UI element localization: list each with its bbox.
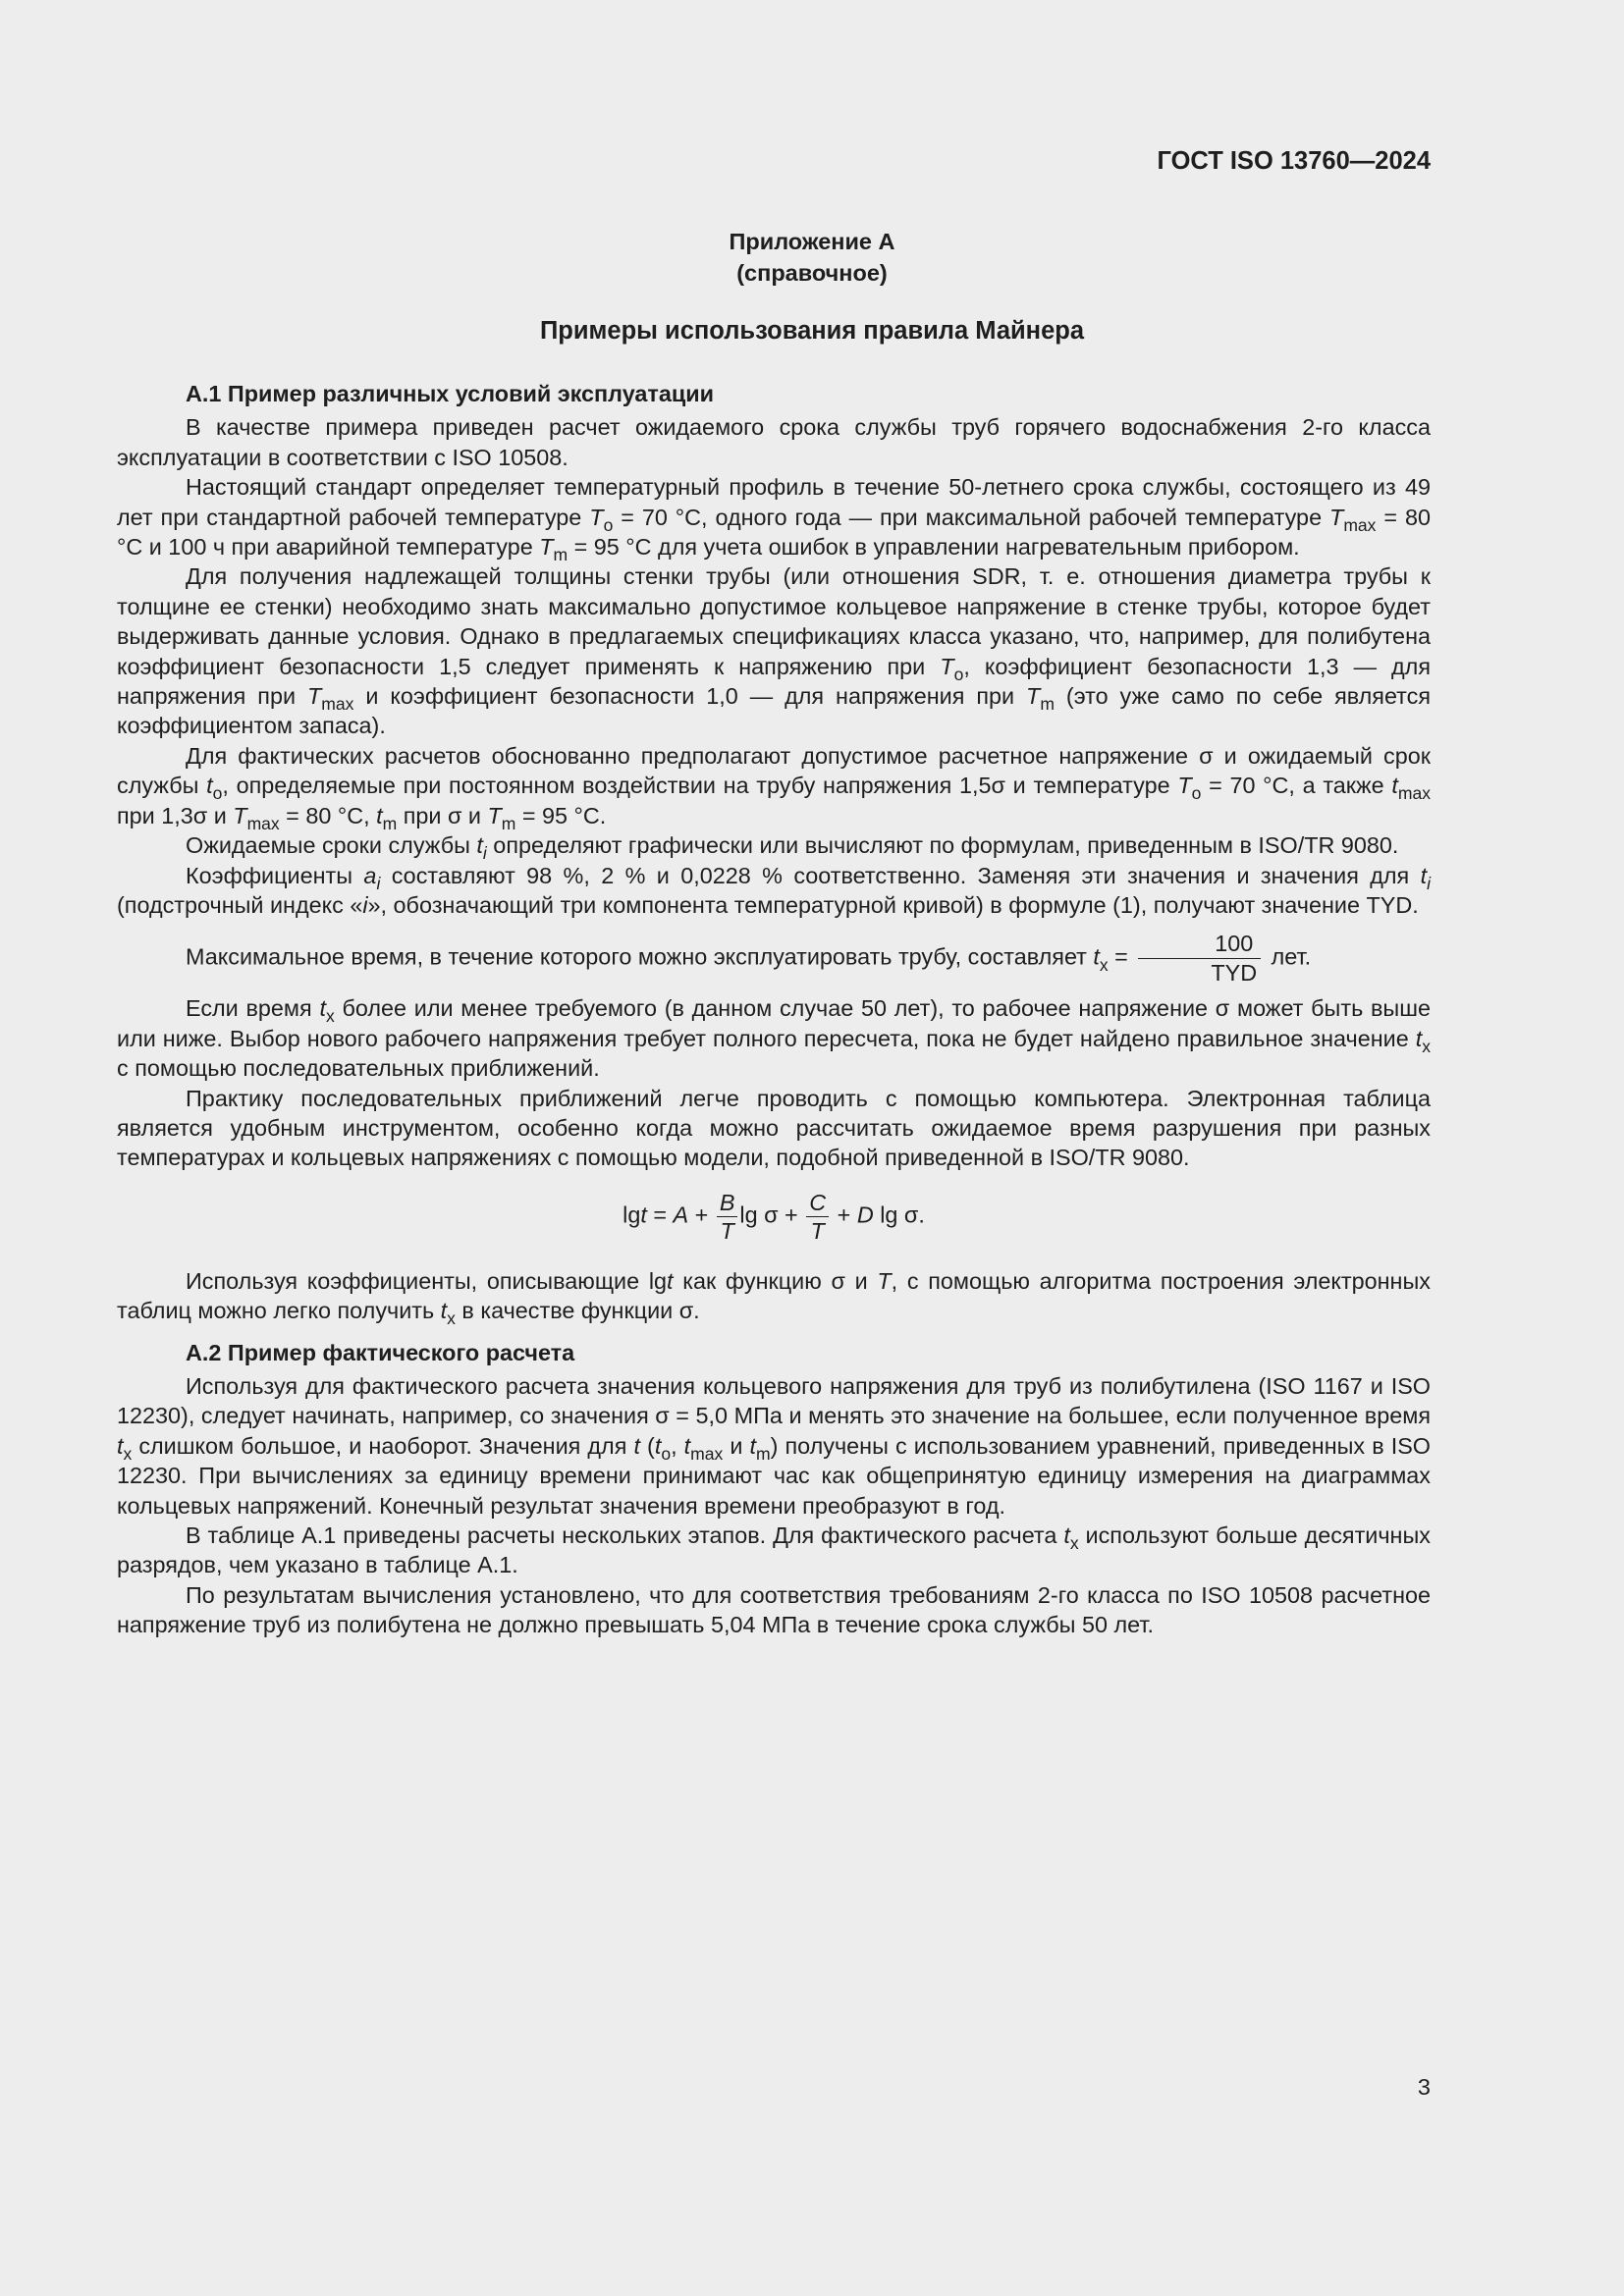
paragraph: Настоящий стандарт определяет температурный профиль в течение 50-летнего срока службы, состоящего из 49 лет при стандартной рабочей температуре $T_o = 70$ °С, одного года — при максимальной рабочей температуре $T_{max} = 80$ °С и 100 ч при аварийной температуре $T_m = 95$ °С для учета ошибок в управлении нагревательным прибором.	[117, 474, 1431, 565]
annex-label: Приложение А	[729, 229, 895, 254]
fraction: $\frac{100}{\text{TYD}}$	[1138, 930, 1261, 988]
section-a2-title: А.2 Пример фактического расчета	[186, 1339, 575, 1365]
model-formula: lgt = A + $\frac{B}{T}$ lg σ + $\frac{C}{T}$ + D lg σ.	[623, 1189, 925, 1244]
paragraph: По результатам вычисления установлено, что для соответствия требованиям 2-го класса по ISO 10508 расчетное напряжение труб из полибутена не должно превышать 5,04 МПа в течение срока службы 50 лет.	[117, 1581, 1431, 1638]
paragraph: Практику последовательных приближений легче проводить с помощью компьютера. Электронная таблица является удобным инструментом, особенно когда можно рассчитать ожидаемое время разрушения при разных температурах и кольцевых напряжениях с помощью модели, подобной приведенной в ISO/TR 9080.	[117, 1085, 1431, 1171]
paragraph: Используя для фактического расчета значения кольцевого напряжения для труб из полибутилена (ISO 1167 и ISO 12230), следует начинать, например, со значения σ = 5,0 МПа и менять это значение на большее, если полученное время $t_x$ слишком большое, и наоборот. Значения для t ($t_o$, $t_{max}$ и $t_m$) получены с использованием уравнений, приведенных в ISO 12230. При вычислениях за единицу времени принимают час как общепринятую единицу измерения на диаграммах кольцевых напряжений. Конечный результат значения времени преобразуют в год.	[117, 1372, 1431, 1519]
paragraph-max-time: Максимальное время, в течение которого можно эксплуатировать трубу, составляет $t_x$ = $\frac{100}{\text{TYD}}$ лет.	[186, 931, 1312, 987]
paragraph: Коэффициенты $a_i$ составляют 98 %, 2 % и 0,0228 % соответственно. Заменяя эти значения и значения для $t_i$ (подстрочный индекс «i», обозначающий три компонента температурной кривой) в формуле (1), получают значение TYD.	[117, 862, 1431, 918]
paragraph: Для фактических расчетов обоснованно предполагают допустимое расчетное напряжение σ и ожидаемый срок службы $t_o$, определяемые при постоянном воздействии на трубу напряжения 1,5σ и температуре $T_o = 70$ °С, а также $t_{max}$ при 1,3σ и $T_{max} = 80$ °С, $t_m$ при σ и $T_m = 95$ °С.	[117, 742, 1432, 833]
annex-title: Примеры использования правила Майнера	[539, 317, 1085, 345]
paragraph: Для получения надлежащей толщины стенки трубы (или отношения SDR, т. е. отношения диаметра трубы к толщине ее стенки) необходимо знать максимально допустимое кольцевое напряжение в стенке трубы, которое будет выдерживать данные условия. Однако в предлагаемых спецификациях класса указано, что, например, для полибутена коэффициент безопасности 1,5 следует применять к напряжению при $T_o$, коэффициент безопасности 1,3 — для напряжения при $T_{max}$ и коэффициент безопасности 1,0 — для напряжения при $T_m$ (это уже само по себе является коэффициентом запаса).	[117, 563, 1431, 739]
annex-heading	[0, 226, 1624, 289]
document-header: ГОСТ ISO 13760—2024	[1157, 147, 1431, 175]
section-a1-title: А.1 Пример различных условий эксплуатации	[186, 381, 715, 406]
fraction: $\frac{B}{T}$	[717, 1189, 738, 1245]
fraction: $\frac{C}{T}$	[806, 1189, 829, 1245]
document-body	[117, 379, 1431, 1640]
page-number: 3	[1417, 2074, 1431, 2100]
paragraph: В качестве примера приведен расчет ожидаемого срока службы труб горячего водоснабжения 2-го класса эксплуатации в соответствии с ISO 10508.	[117, 414, 1431, 470]
paragraph: В таблице А.1 приведены расчеты нескольких этапов. Для фактического расчета $t_x$ используют больше десятичных разрядов, чем указано в таблице А.1.	[117, 1522, 1431, 1578]
paragraph: Используя коэффициенты, описывающие lgt как функцию σ и T, с помощью алгоритма построения электронных таблиц можно легко получить $t_x$ в качестве функции σ.	[117, 1267, 1431, 1329]
paragraph: Ожидаемые сроки службы $t_i$ определяют графически или вычисляют по формулам, приведенным в ISO/TR 9080.	[186, 832, 1399, 864]
paragraph: Если время $t_x$ более или менее требуемого (в данном случае 50 лет), то рабочее напряжение σ может быть выше или ниже. Выбор нового рабочего напряжения требует полного пересчета, пока не будет найдено правильное значение $t_x$ с помощью последовательных приближений.	[117, 995, 1432, 1082]
annex-kind: (справочное)	[736, 260, 888, 286]
